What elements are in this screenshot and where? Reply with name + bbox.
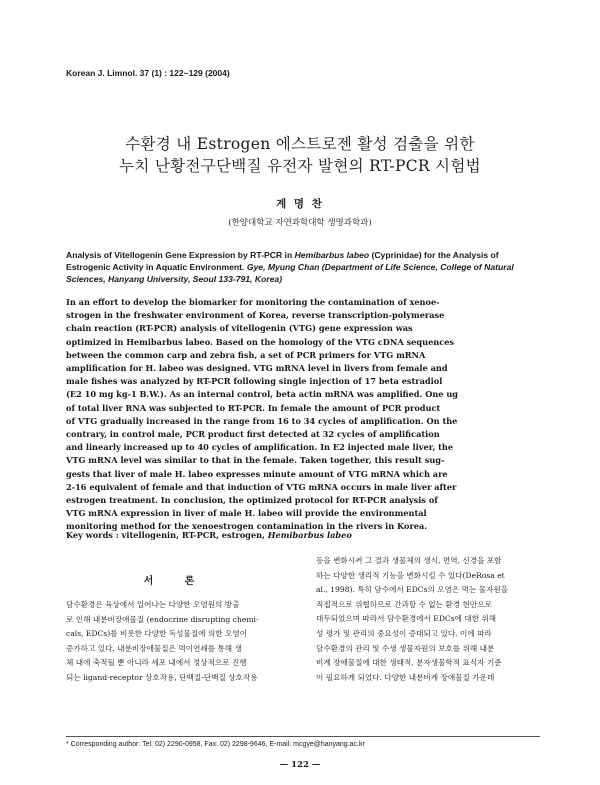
body-line: 담수환경의 관리 및 수생 생물자원의 보호를 위해 내분 bbox=[316, 643, 495, 653]
abstract-line: of VTG gradually increased in the range from 16 to 34 cycles of amplification. On the bbox=[66, 415, 458, 426]
abstract-line: chain reaction (RT-PCR) analysis of vitellogenin (VTG) gene expression was bbox=[66, 323, 413, 334]
english-title-part-1: Analysis of Vitellogenin Gene Expression by RT-PCR in bbox=[66, 250, 295, 260]
body-line: 성 평가 및 관리의 중요성이 증대되고 있다. 이에 따라 bbox=[316, 628, 492, 638]
body-line: cals, EDCs)를 비롯한 다양한 독성물질에 의한 오염이 bbox=[66, 629, 248, 639]
abstract bbox=[66, 296, 540, 534]
body-line: al., 1998). 특히 담수에서 EDCs의 오염은 먹는 물자원을 bbox=[316, 585, 509, 595]
abstract-line: between the common carp and zebra fish, a set of PCR primers for VTG mRNA bbox=[66, 349, 426, 360]
abstract-line: gests that liver of male H. labeo expresses minute amount of VTG mRNA which are bbox=[66, 468, 448, 479]
title-line-1: 수환경 내 Estrogen 에스트로젠 활성 검출을 위한 bbox=[125, 135, 475, 153]
section-title-introduction: 서 론 bbox=[143, 576, 209, 587]
abstract-line: of total liver RNA was subjected to RT-PCR. In female the amount of PCR product bbox=[66, 402, 441, 413]
abstract-line: contrary, in control male, PCR product first detected at 32 cycles of amplification bbox=[66, 429, 440, 440]
abstract-line: VTG mRNA level was similar to that in the female. Taken together, this result sug- bbox=[66, 455, 445, 466]
abstract-line: strogen in the freshwater environment of Korea, reverse transcription-polymerase bbox=[66, 310, 445, 321]
author-name: 계 명 찬 bbox=[276, 198, 324, 210]
abstract-line: estrogen treatment. In conclusion, the optimized protocol for RT-PCR analysis of bbox=[66, 495, 438, 506]
keywords bbox=[66, 530, 352, 540]
body-line: 증가하고 있다. 내분비장애물질은 먹이연쇄를 통해 생 bbox=[66, 643, 242, 653]
abstract-line: 2-16 equivalent of female and that induction of VTG mRNA occurs in male liver after bbox=[66, 481, 457, 492]
page-number: — 122 — bbox=[279, 760, 321, 770]
right-column bbox=[316, 554, 542, 685]
body-line: 비계 장애물질에 대한 생태적, 분자생물학적 표식자 기준 bbox=[316, 658, 502, 668]
abstract-line: monitoring method for the xenoestrogen contamination in the rivers in Korea. bbox=[66, 521, 428, 532]
body-line: 이 필요하게 되었다. 다양한 내분비계 장애물질 가운데 bbox=[316, 672, 495, 682]
footnote-corresponding-author: * Corresponding author: Tel: 02) 2290-0958, Fax: 02) 2298-9646, E-mail: mcgye@hanyang.ac.kr bbox=[66, 741, 365, 748]
footnote-divider bbox=[66, 736, 540, 737]
abstract-line: VTG mRNA expression in liver of male H. labeo will provide the environmental bbox=[66, 508, 427, 519]
title-line-2: 누치 난황전구단백질 유전자 발현의 RT-PCR 시험법 bbox=[119, 157, 481, 175]
keywords-text: Key words : vitellogenin, RT-PCR, estrogen, bbox=[66, 530, 268, 540]
abstract-line: In an effort to develop the biomarker for monitoring the contamination of xenoe- bbox=[66, 297, 440, 307]
body-line: 체 내에 축적될 뿐 아니라 세포 내에서 정상적으로 진행 bbox=[66, 658, 247, 668]
english-title-part-2: (Cyprinidae) for the Analysis of Estrogenic Activity in Aquatic Environment. bbox=[66, 250, 499, 273]
english-title-species: Hemibarbus labeo bbox=[294, 250, 370, 260]
journal-citation: Korean J. Limnol. 37 (1) : 122~129 (2004) bbox=[66, 68, 230, 78]
body-line: 되는 ligand-receptor 상호작용, 단백질-단백질 상호작용 bbox=[66, 672, 258, 682]
left-column bbox=[66, 598, 292, 686]
body-line: 담수환경은 육상에서 일어나는 다양한 오염원의 방출 bbox=[66, 600, 240, 609]
body-line: 등을 변화시켜 그 결과 생물체의 생식, 면역, 신경을 포함 bbox=[316, 556, 502, 565]
abstract-line: and linearly increased up to 40 cycles of amplification. In E2 injected male liver, the bbox=[66, 442, 454, 453]
keywords-species: Hemibarbus labeo bbox=[267, 530, 352, 540]
author-affiliation: (한양대학교 자연과학대학 생명과학과) bbox=[228, 218, 372, 228]
abstract-line: amplification for H. labeo was designed. VTG mRNA level in livers from female and bbox=[66, 363, 448, 374]
english-title-block bbox=[66, 249, 540, 286]
body-line: 대두되었으며 따라서 담수환경에서 EDCs에 대한 위해 bbox=[316, 614, 497, 624]
body-line: 하는 다양한 생리적 기능을 변화시킬 수 있다(DeRosa et bbox=[316, 570, 505, 580]
abstract-line: male fishes was analyzed by RT-PCR following single injection of 17 beta estradiol bbox=[66, 376, 443, 387]
body-line: 로 인해 내분비장애물질 (endocrine disrupting chemi- bbox=[66, 614, 259, 624]
abstract-line: (E2 10 mg kg-1 B.W.). As an internal control, beta actin mRNA was amplified. One ug bbox=[66, 389, 459, 400]
english-author-citation: Gye, Myung Chan (Department of Life Science, College of Natural Sciences, Hanyang University, Seoul 133-791, Korea) bbox=[66, 262, 514, 285]
body-line: 직접적으로 위협하므로 간과할 수 없는 환경 현안으로 bbox=[316, 599, 492, 609]
abstract-line: optimized in Hemibarbus labeo. Based on the homology of the VTG cDNA sequences bbox=[66, 336, 455, 347]
